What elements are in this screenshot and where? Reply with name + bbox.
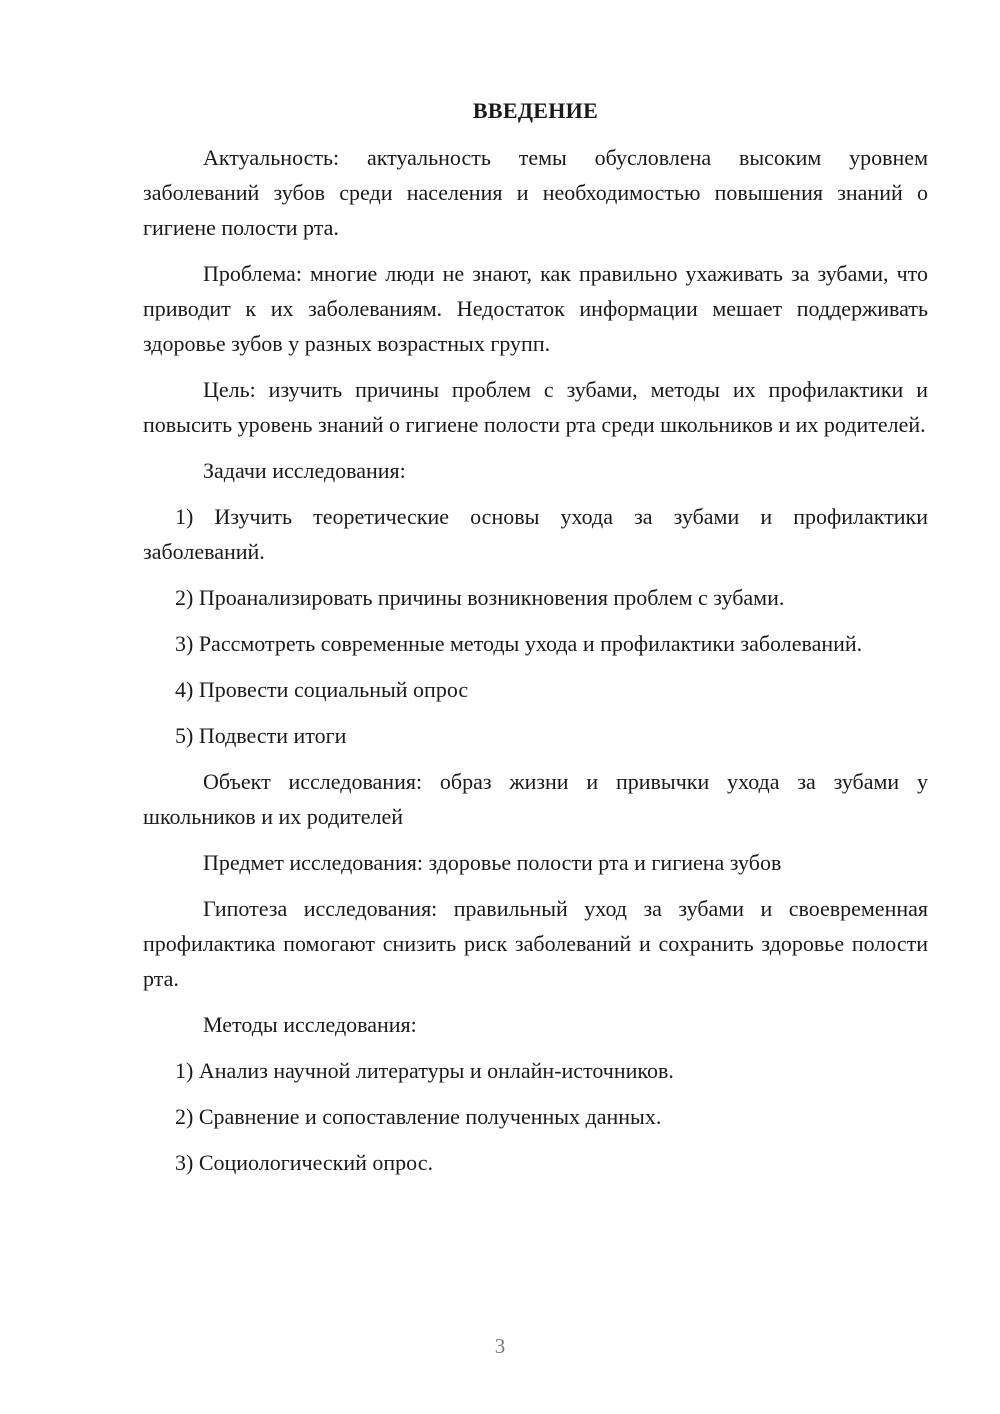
method-item-2: 2) Сравнение и сопоставление полученных данных. xyxy=(175,1104,662,1129)
methods-heading: Методы исследования: xyxy=(203,1012,417,1037)
task-item-1: 1) Изучить теоретические основы ухода за зубами и профилактики заболеваний. xyxy=(143,504,928,564)
tasks-heading: Задачи исследования: xyxy=(203,458,406,483)
page-number: 3 xyxy=(494,1334,506,1358)
object-paragraph: Объект исследования: образ жизни и привычки ухода за зубами у школьников и их родителей xyxy=(143,769,928,829)
page-content xyxy=(143,93,928,1191)
task-item-3: 3) Рассмотреть современные методы ухода и профилактики заболеваний. xyxy=(175,631,863,656)
task-item-2: 2) Проанализировать причины возникновения проблем с зубами. xyxy=(175,585,785,610)
hypothesis-paragraph: Гипотеза исследования: правильный уход за зубами и своевременная профилактика помогают снизить риск заболеваний и сохранить здоровье полости рта. xyxy=(143,896,928,991)
subject-paragraph: Предмет исследования: здоровье полости рта и гигиена зубов xyxy=(203,850,782,875)
method-item-1: 1) Анализ научной литературы и онлайн-источников. xyxy=(175,1058,674,1083)
problem-paragraph: Проблема: многие люди не знают, как правильно ухаживать за зубами, что приводит к их заболеваниям. Недостаток информации мешает поддерживать здоровье зубов у разных возрастных групп. xyxy=(143,261,928,356)
goal-paragraph: Цель: изучить причины проблем с зубами, методы их профилактики и повысить уровень знаний о гигиене полости рта среди школьников и их родителей. xyxy=(143,377,928,437)
task-item-5: 5) Подвести итоги xyxy=(175,723,347,748)
method-item-3: 3) Социологический опрос. xyxy=(175,1150,433,1175)
page-title: ВВЕДЕНИЕ xyxy=(472,98,599,123)
relevance-paragraph: Актуальность: актуальность темы обусловлена высоким уровнем заболеваний зубов среди населения и необходимостью повышения знаний о гигиене полости рта. xyxy=(143,145,928,240)
task-item-4: 4) Провести социальный опрос xyxy=(175,677,469,702)
